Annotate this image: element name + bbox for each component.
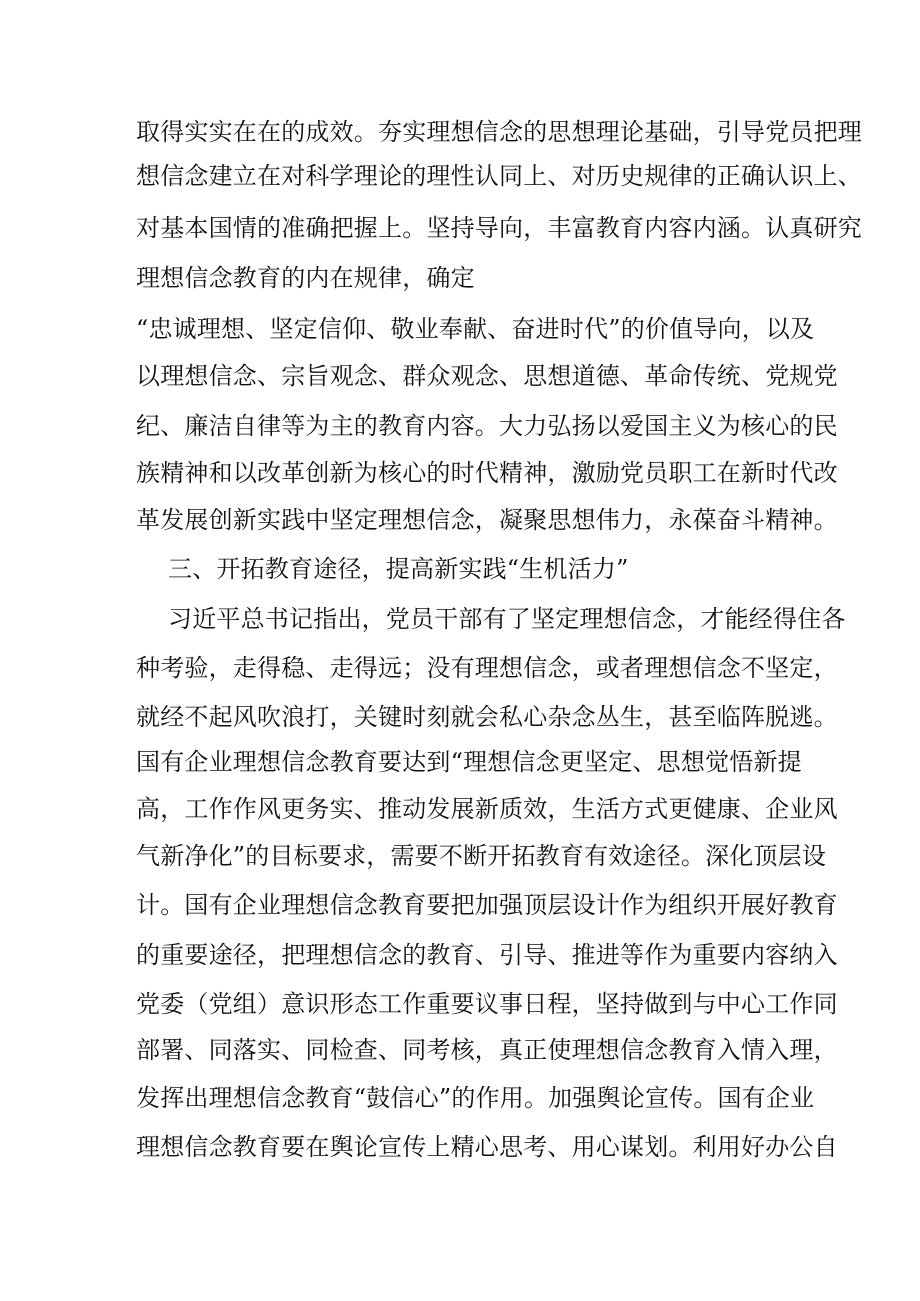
text-line: 想信念建立在对科学理论的理性认同上、对历史规律的正确认识上、 — [136, 162, 862, 190]
text-line: 种考验，走得稳、走得远；没有理想信念，或者理想信念不坚定， — [136, 654, 838, 682]
text-line: 习近平总书记指出，党员干部有了坚定理想信念，才能经得住各 — [168, 605, 846, 633]
text-line: 发挥出理想信念教育“鼓信心”的作用。加强舆论宣传。国有企业 — [136, 1084, 815, 1112]
text-line: 理想信念教育的内在规律，确定 — [136, 264, 475, 292]
text-line: 高，工作作风更务实、推动发展新质效，生活方式更健康、企业风 — [136, 795, 838, 823]
text-line: 族精神和以改革创新为核心的时代精神，激励党员职工在新时代改 — [136, 459, 838, 487]
text-line: 的重要途径，把理想信念的教育、引导、推进等作为重要内容纳入 — [136, 941, 838, 969]
text-line: 理想信念教育要在舆论宣传上精心思考、用心谋划。利用好办公自 — [136, 1133, 838, 1161]
text-line: 对基本国情的准确把握上。坚持导向，丰富教育内容内涵。认真研究 — [136, 214, 862, 242]
text-line: 就经不起风吹浪打，关键时刻就会私心杂念丛生，甚至临阵脱逃。 — [136, 703, 838, 731]
text-line: 党委（党组）意识形态工作重要议事日程，坚持做到与中心工作同 — [136, 990, 838, 1018]
text-line: 部署、同落实、同检查、同考核，真正使理想信念教育入情入理， — [136, 1036, 838, 1064]
text-line: 计。国有企业理想信念教育要把加强顶层设计作为组织开展好教育 — [136, 891, 838, 919]
text-line: “忠诚理想、坚定信仰、敬业奉献、奋进时代”的价值导向，以及 — [136, 315, 815, 343]
text-line: 气新净化”的目标要求，需要不断开拓教育有效途径。深化顶层设 — [136, 842, 827, 870]
text-line: 革发展创新实践中坚定理想信念，凝聚思想伟力，永葆奋斗精神。 — [136, 506, 838, 534]
text-line: 纪、廉洁自律等为主的教育内容。大力弘扬以爱国主义为核心的民 — [136, 412, 838, 440]
section-heading: 三、开拓教育途径，提高新实践“生机活力” — [168, 555, 629, 583]
text-line: 以理想信念、宗旨观念、群众观念、思想道德、革命传统、党规党 — [136, 362, 838, 390]
text-line: 取得实实在在的成效。夯实理想信念的思想理论基础，引导党员把理 — [136, 118, 862, 146]
text-line: 国有企业理想信念教育要达到“理想信念更坚定、思想觉悟新提 — [136, 748, 802, 776]
